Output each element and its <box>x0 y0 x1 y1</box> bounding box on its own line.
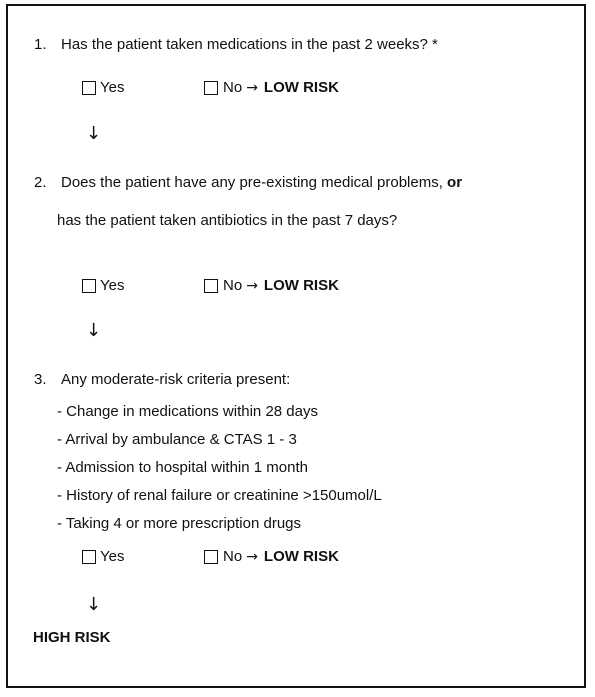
criterion-item: - Arrival by ambulance & CTAS 1 - 3 <box>57 431 297 448</box>
q2-line1-text: Does the patient have any pre-existing medical problems, <box>61 174 443 191</box>
question-3-text: Any moderate-risk criteria present: <box>61 371 291 388</box>
q2-no-label: No <box>223 277 243 294</box>
q2-or-text: or <box>447 174 463 191</box>
q2-yes-checkbox[interactable] <box>82 279 96 293</box>
q1-no-checkbox[interactable] <box>204 81 218 95</box>
final-outcome: HIGH RISK <box>33 629 111 646</box>
question-2-text-line2: has the patient taken antibiotics in the past 7 days? <box>57 212 398 229</box>
criterion-item: - Change in medications within 28 days <box>57 403 318 420</box>
q3-no-checkbox[interactable] <box>204 550 218 564</box>
right-arrow-icon: → <box>246 278 258 294</box>
down-arrow-icon: ↓ <box>86 320 102 341</box>
q3-outcome: LOW RISK <box>263 548 339 565</box>
q1-no-option <box>223 79 339 97</box>
q3-yes-label: Yes <box>100 548 125 565</box>
question-2-number: 2. <box>34 174 47 191</box>
q2-yes-label: Yes <box>100 277 125 294</box>
q1-yes-checkbox[interactable] <box>82 81 96 95</box>
right-arrow-icon: → <box>246 80 258 96</box>
criterion-item: - Taking 4 or more prescription drugs <box>57 515 301 532</box>
q3-no-option <box>223 548 339 566</box>
down-arrow-icon: ↓ <box>86 594 102 615</box>
right-arrow-icon: → <box>246 549 258 565</box>
q1-outcome: LOW RISK <box>263 79 339 96</box>
q1-no-label: No <box>223 79 243 96</box>
question-1-text: Has the patient taken medications in the past 2 weeks? * <box>61 36 438 53</box>
q2-no-option <box>223 277 339 295</box>
q1-yes-label: Yes <box>100 79 125 96</box>
criterion-item: - Admission to hospital within 1 month <box>57 459 308 476</box>
down-arrow-icon: ↓ <box>86 123 102 144</box>
q3-no-label: No <box>223 548 243 565</box>
question-2-text-line1 <box>61 174 462 192</box>
criterion-item: - History of renal failure or creatinine >150umol/L <box>57 487 382 504</box>
question-3-number: 3. <box>34 371 47 388</box>
q2-no-checkbox[interactable] <box>204 279 218 293</box>
q3-yes-checkbox[interactable] <box>82 550 96 564</box>
q2-outcome: LOW RISK <box>263 277 339 294</box>
form-border <box>6 4 586 688</box>
question-1-number: 1. <box>34 36 47 53</box>
